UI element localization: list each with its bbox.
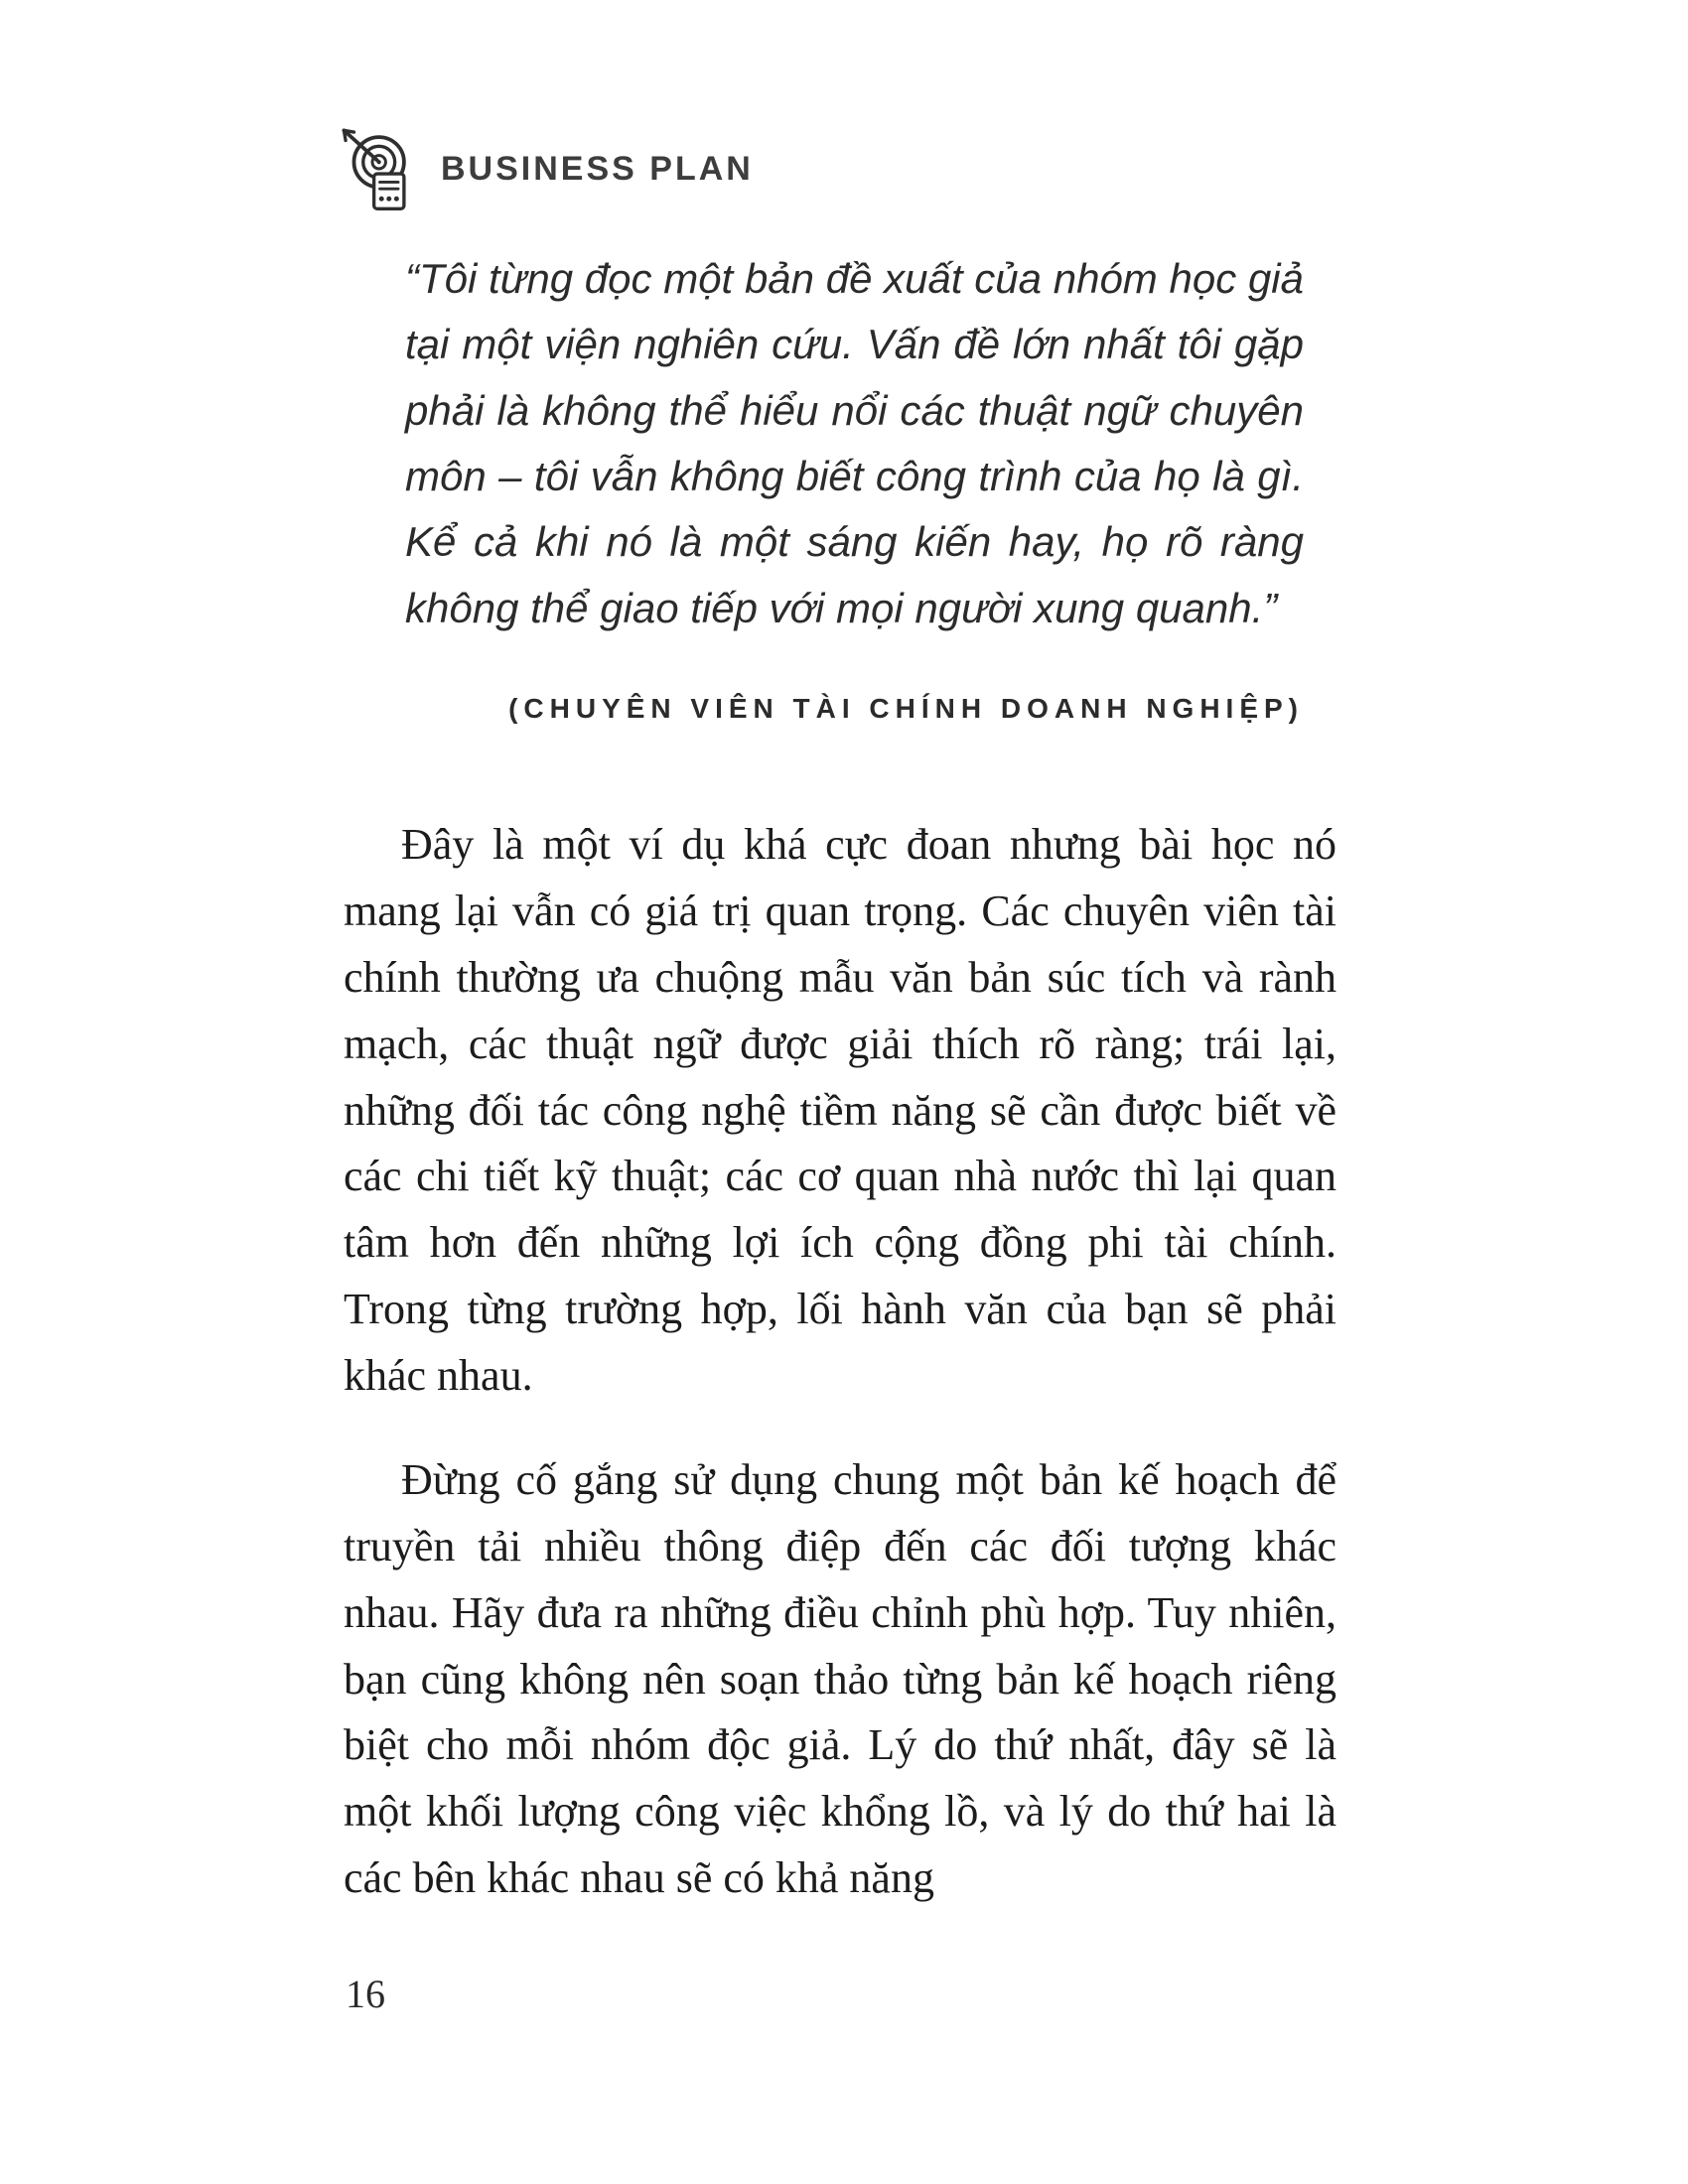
quote-attribution: (CHUYÊN VIÊN TÀI CHÍNH DOANH NGHIỆP) — [508, 693, 1304, 725]
page-header — [336, 127, 754, 210]
paragraph: Đừng cố gắng sử dụng chung một bản kế hoạch để truyền tải nhiều thông điệp đến các đối tượng khác nhau. Hãy đưa ra những điều chỉnh phù hợp. Tuy nhiên, bạn cũng không nên soạn thảo từng bản kế hoạch riêng biệt cho mỗi nhóm độc giả. Lý do thứ nhất, đây sẽ là một khối lượng công việc khổng lồ, và lý do thứ hai là các bên khác nhau sẽ có khả năng — [344, 1454, 1336, 1903]
target-document-icon — [336, 127, 419, 210]
header-title: BUSINESS PLAN — [441, 149, 754, 188]
paragraph: Đây là một ví dụ khá cực đoan nhưng bài học nó mang lại vẫn có giá trị quan trọng. Các chuyên viên tài chính thường ưa chuộng mẫu văn bản súc tích và rành mạch, các thuật ngữ được giải thích rõ ràng; trái lại, những đối tác công nghệ tiềm năng sẽ cần được biết về các chi tiết kỹ thuật; các cơ quan nhà nước thì lại quan tâm hơn đến những lợi ích cộng đồng phi tài chính. Trong từng trường hợp, lối hành văn của bạn sẽ phải khác nhau. — [344, 820, 1336, 1400]
page-number: 16 — [346, 1972, 385, 2016]
body-text — [344, 812, 1336, 1950]
quote-text: “Tôi từng đọc một bản đề xuất của nhóm học giả tại một viện nghiên cứu. Vấn đề lớn nhất tôi gặp phải là không thể hiểu nổi các thuật ngữ chuyên môn – tôi vẫn không biết công trình của họ là gì. Kể cả khi nó là một sáng kiến hay, họ rõ ràng không thể giao tiếp với mọi người xung quanh.” — [405, 255, 1304, 631]
quote-block — [405, 246, 1304, 725]
